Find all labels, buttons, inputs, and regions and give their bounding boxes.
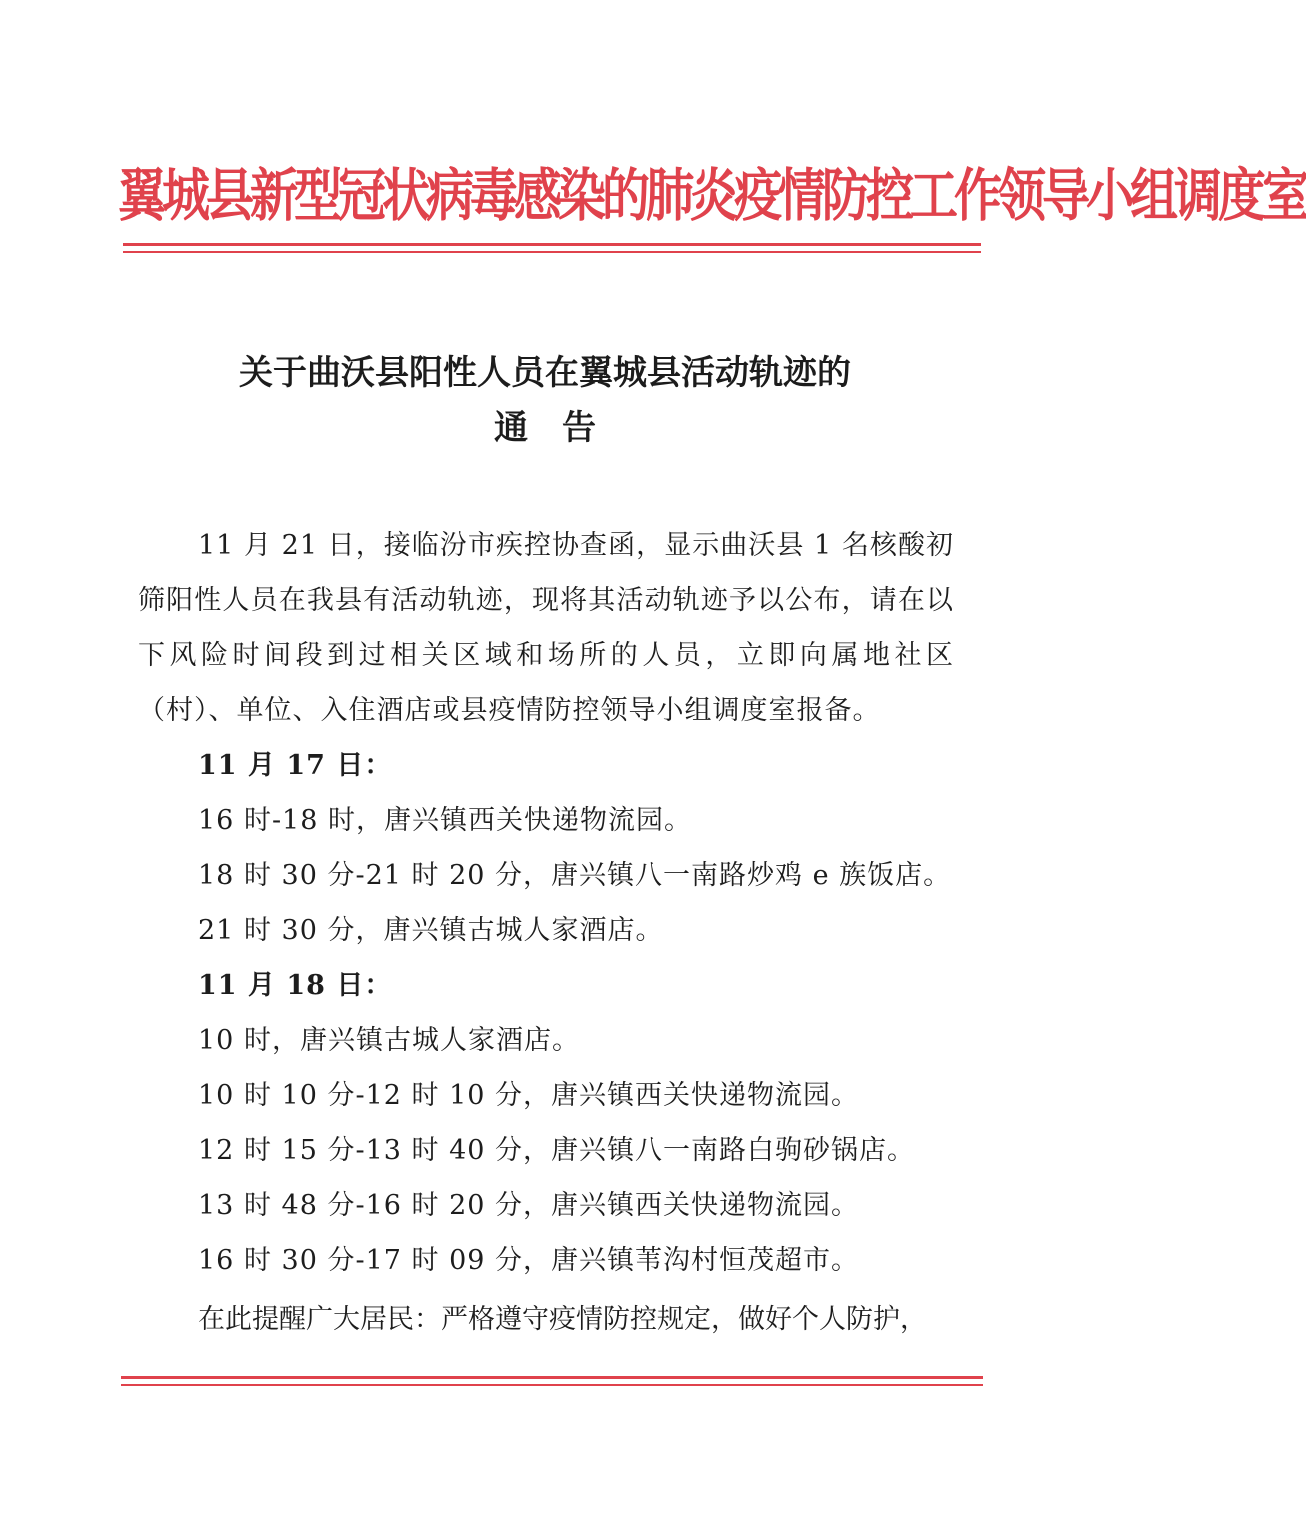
trajectory-entry: 13 时 48 分-16 时 20 分，唐兴镇西关快递物流园。: [198, 1190, 860, 1221]
intro-paragraph: 11 月 21 日，接临汾市疾控协查函，显示曲沃县 1 名核酸初筛阳性人员在我县有活动轨迹，现将其活动轨迹予以公布，请在以下风险时间段到过相关区域和场所的人员，立即向属地社区（村）、单位、入住酒店或县疫情防控领导小组调度室报备。: [138, 530, 954, 726]
letterhead-org-name: 翼城县新型冠状病毒感染的肺炎疫情防控工作领导小组调度室: [118, 162, 1306, 230]
trajectory-entry: 10 时，唐兴镇古城人家酒店。: [198, 1025, 580, 1056]
trajectory-entry: 16 时 30 分-17 时 09 分，唐兴镇苇沟村恒茂超市。: [198, 1245, 860, 1276]
date-heading: 11 月 18 日：: [198, 970, 393, 1001]
letterhead-rule-thick: [123, 243, 981, 246]
date-heading: 11 月 17 日：: [198, 750, 393, 781]
notice-title-suffix: 通 告: [494, 408, 596, 448]
reminder-text: 在此提醒广大居民：严格遵守疫情防控规定，做好个人防护，: [198, 1304, 927, 1335]
footer-rule-thick: [121, 1376, 983, 1379]
trajectory-entry: 18 时 30 分-21 时 20 分，唐兴镇八一南路炒鸡 e 族饭店。: [198, 860, 952, 891]
trajectory-entry: 10 时 10 分-12 时 10 分，唐兴镇西关快递物流园。: [198, 1080, 860, 1111]
letterhead-rule-thin: [123, 251, 981, 253]
trajectory-entry: 21 时 30 分，唐兴镇古城人家酒店。: [198, 915, 664, 946]
trajectory-list: [198, 738, 978, 1288]
notice-title: 关于曲沃县阳性人员在翼城县活动轨迹的: [239, 353, 851, 393]
trajectory-entry: 16 时-18 时，唐兴镇西关快递物流园。: [198, 805, 693, 836]
footer-rule-thin: [121, 1384, 983, 1386]
trajectory-entry: 12 时 15 分-13 时 40 分，唐兴镇八一南路白驹砂锅店。: [198, 1135, 916, 1166]
